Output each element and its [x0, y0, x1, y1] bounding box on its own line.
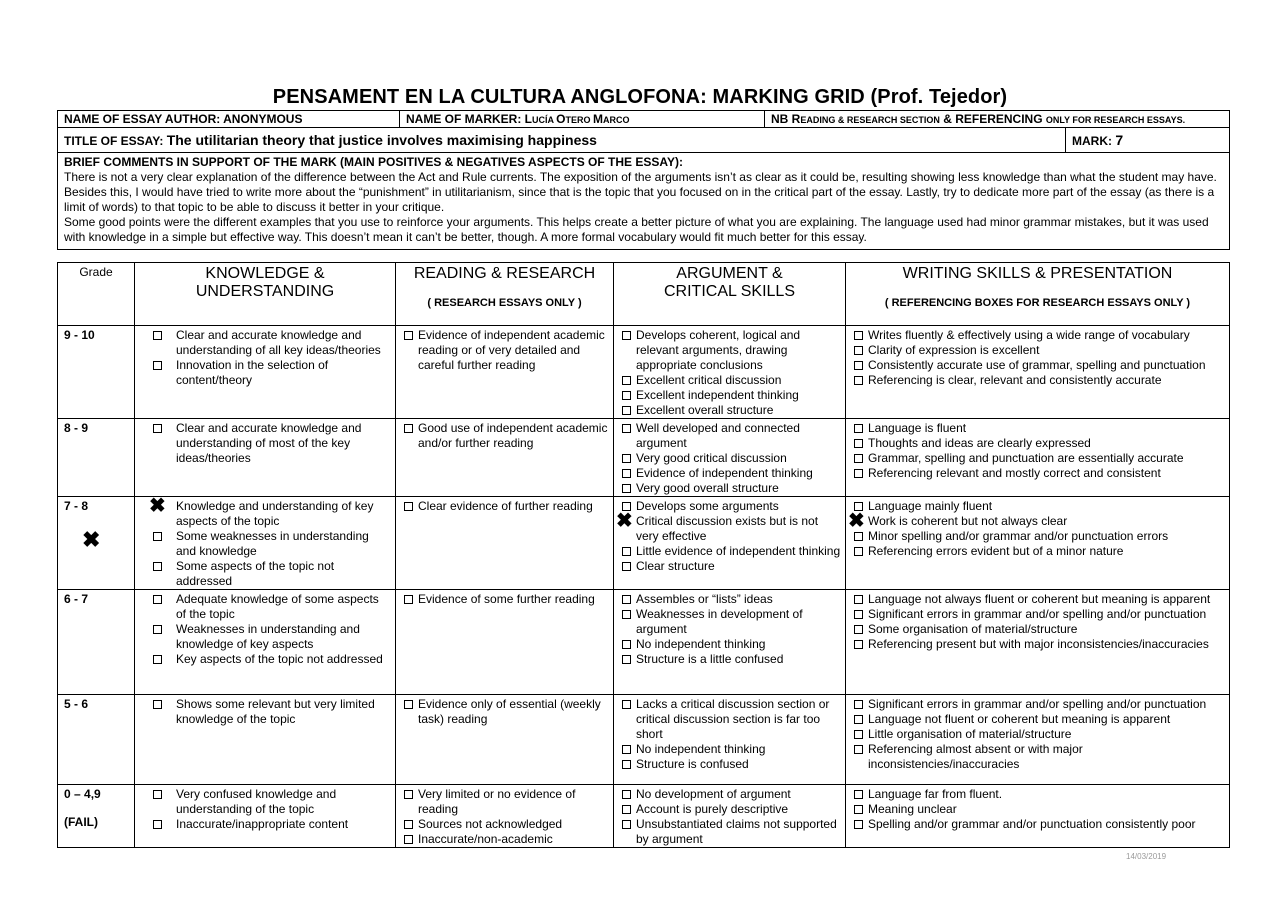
grade-range: 7 - 8 [64, 499, 89, 513]
criterion-text: Consistently accurate use of grammar, spelling and punctuation [868, 358, 1206, 372]
criterion-text: Inaccurate/non-academic [418, 832, 553, 846]
criterion-text: Language mainly fluent [868, 499, 993, 513]
criterion-item [618, 592, 841, 607]
criterion-text: Minor spelling and/or grammar and/or punctuation errors [868, 529, 1169, 543]
checkbox-icon [854, 469, 863, 478]
grid-row [58, 497, 1230, 590]
criterion-item [400, 421, 609, 451]
c4-cell [846, 497, 1230, 590]
checkbox-icon [153, 655, 162, 664]
c3-cell [614, 785, 846, 848]
c4-cell [846, 419, 1230, 497]
writing-header: WRITING SKILLS & PRESENTATION ( REFERENCING BOXES FOR RESEARCH ESSAYS ONLY ) [846, 263, 1230, 326]
criterion-item [618, 421, 841, 451]
c3-cell [614, 419, 846, 497]
header-row-comments [58, 153, 1230, 250]
checkbox-icon [854, 331, 863, 340]
criterion-text: Language is fluent [868, 421, 967, 435]
c4-cell [846, 785, 1230, 848]
criterion-text: Clarity of expression is excellent [868, 343, 1040, 357]
grade-cell [58, 695, 135, 785]
criterion-text: Work is coherent but not always clear [868, 514, 1068, 528]
criterion-item [850, 727, 1225, 742]
criterion-item [618, 787, 841, 802]
criterion-text: Clear evidence of further reading [418, 499, 593, 513]
checkbox-icon [404, 502, 413, 511]
criterion-item [850, 436, 1225, 451]
criterion-text: Significant errors in grammar and/or spelling and/or punctuation [868, 697, 1207, 711]
grid-row [58, 590, 1230, 695]
criterion-item [139, 421, 391, 466]
checkbox-icon [622, 700, 631, 709]
grade-cell [58, 590, 135, 695]
page-title: PENSAMENT EN LA CULTURA ANGLOFONA: MARKING GRID (Prof. Tejedor) [272, 86, 1008, 108]
mark-label: MARK: [1072, 134, 1112, 148]
checkbox-icon [854, 745, 863, 754]
criterion-text: Sources not acknowledged [418, 817, 563, 831]
criterion-item [850, 451, 1225, 466]
checkbox-icon [153, 532, 162, 541]
criterion-item [850, 802, 1225, 817]
grid-row [58, 695, 1230, 785]
c1-cell [135, 419, 396, 497]
comments-cell [58, 153, 1230, 250]
criterion-text: No development of argument [636, 787, 791, 801]
footer-date: 14/03/2019 [1126, 852, 1167, 861]
c4-cell [846, 326, 1230, 419]
criterion-text: Inaccurate/inappropriate content [176, 817, 349, 831]
checkbox-icon [622, 760, 631, 769]
checkbox-icon [854, 820, 863, 829]
criterion-item [400, 499, 609, 514]
criterion-text: Develops coherent, logical and relevant arguments, drawing appropriate conclusions [636, 328, 801, 372]
reading-header: READING & RESEARCH ( RESEARCH ESSAYS ONLY ) [396, 263, 614, 326]
criterion-item [139, 328, 391, 358]
criterion-item [850, 697, 1225, 712]
criterion-text: Weaknesses in understanding and knowledge of key aspects [176, 622, 360, 651]
criterion-text: Clear structure [636, 559, 715, 573]
criterion-item [618, 817, 841, 847]
criterion-text: Key aspects of the topic not addressed [176, 652, 383, 666]
checkbox-icon [153, 331, 162, 340]
checkbox-icon [622, 610, 631, 619]
criterion-item [850, 499, 1225, 514]
criterion-item [618, 544, 841, 559]
criterion-item [850, 421, 1225, 436]
grade-cell [58, 497, 135, 590]
checkbox-icon [854, 439, 863, 448]
criterion-text: Language not always fluent or coherent but meaning is apparent [868, 592, 1211, 606]
grade-cell [58, 419, 135, 497]
checkbox-icon [622, 745, 631, 754]
criterion-item [139, 697, 391, 727]
checkbox-icon [622, 640, 631, 649]
criterion-item [139, 817, 391, 832]
criterion-text: Referencing is clear, relevant and consistently accurate [868, 373, 1162, 387]
criterion-item [850, 817, 1225, 832]
essay-title-label: TITLE OF ESSAY: [64, 134, 164, 148]
criterion-text: Some organisation of material/structure [868, 622, 1078, 636]
criterion-text: Critical discussion exists but is not very effective [636, 514, 819, 543]
mark-value: 7 [1115, 132, 1124, 148]
grid-header-row [58, 263, 1230, 326]
checkbox-icon [404, 835, 413, 844]
grade-range: 0 – 4,9 [64, 787, 101, 801]
cross-mark-icon: ✖ [616, 510, 633, 532]
criterion-item [618, 652, 841, 667]
checkbox-icon [854, 610, 863, 619]
criterion-text: Little organisation of material/structure [868, 727, 1072, 741]
argument-header: ARGUMENT & CRITICAL SKILLS [614, 263, 846, 326]
criterion-text: Weaknesses in development of argument [636, 607, 803, 636]
marker-name: NAME OF MARKER: LUCÍA OTERO MARCO [400, 111, 765, 128]
criterion-text: Develops some arguments [636, 499, 779, 513]
criterion-item [850, 622, 1225, 637]
c3-cell [614, 326, 846, 419]
checkbox-icon [854, 715, 863, 724]
checkbox-icon [622, 790, 631, 799]
criterion-text: Lacks a critical discussion section or critical discussion section is far too short [636, 697, 830, 741]
header-row-title [58, 128, 1230, 153]
criterion-text: Innovation in the selection of content/theory [176, 358, 329, 387]
grade-range: 9 - 10 [64, 328, 95, 342]
criterion-item [850, 742, 1225, 772]
checkbox-icon [404, 790, 413, 799]
criterion-item [616, 510, 841, 544]
checkbox-icon [622, 805, 631, 814]
criterion-item [850, 592, 1225, 607]
criterion-item [618, 499, 841, 514]
checkbox-icon [854, 454, 863, 463]
checkbox-icon [854, 361, 863, 370]
criterion-text: Very good critical discussion [636, 451, 787, 465]
checkbox-icon [854, 730, 863, 739]
criterion-text: Adequate knowledge of some aspects of the topic [176, 592, 379, 621]
cross-mark-icon: ✖ [848, 510, 865, 532]
checkbox-icon [854, 700, 863, 709]
criterion-item [850, 607, 1225, 622]
criterion-item [850, 373, 1225, 388]
checkbox-icon [622, 655, 631, 664]
criterion-item [139, 622, 391, 652]
c2-cell [396, 695, 614, 785]
criterion-text: Some weaknesses in understanding and knowledge [176, 529, 369, 558]
grade-fail-label: (FAIL) [64, 815, 98, 829]
author-name: NAME OF ESSAY AUTHOR: ANONYMOUS [58, 111, 400, 128]
checkbox-icon [622, 595, 631, 604]
criterion-item [618, 328, 841, 373]
nb-note: NB READING & RESEARCH SECTION & REFERENCING ONLY FOR RESEARCH ESSAYS. [765, 111, 1230, 128]
checkbox-icon [153, 625, 162, 634]
checkbox-icon [854, 640, 863, 649]
c3-cell [614, 695, 846, 785]
criterion-text: Account is purely descriptive [636, 802, 789, 816]
comments-heading: BRIEF COMMENTS IN SUPPORT OF THE MARK (MAIN POSITIVES & NEGATIVES ASPECTS OF THE ESSAY): [64, 155, 683, 169]
checkbox-icon [153, 820, 162, 829]
criterion-item [618, 559, 841, 574]
c3-cell [614, 497, 846, 590]
criterion-text: No independent thinking [636, 637, 766, 651]
grade-range: 5 - 6 [64, 697, 89, 711]
checkbox-icon [854, 532, 863, 541]
c2-cell [396, 497, 614, 590]
c1-cell [135, 497, 396, 590]
criterion-text: Excellent critical discussion [636, 373, 782, 387]
criterion-text: Language not fluent or coherent but meaning is apparent [868, 712, 1171, 726]
checkbox-icon [622, 376, 631, 385]
criterion-item [618, 403, 841, 418]
criterion-text: Structure is a little confused [636, 652, 784, 666]
criterion-item [618, 466, 841, 481]
checkbox-icon [404, 331, 413, 340]
criterion-text: Evidence of some further reading [418, 592, 595, 606]
grade-cell [58, 326, 135, 419]
grade-range: 8 - 9 [64, 421, 89, 435]
criterion-item [618, 637, 841, 652]
grid-row [58, 326, 1230, 419]
criterion-text: Shows some relevant but very limited knowledge of the topic [176, 697, 375, 726]
c1-cell [135, 785, 396, 848]
criterion-text: Very limited or no evidence of reading [418, 787, 576, 816]
checkbox-icon [622, 454, 631, 463]
checkbox-icon [153, 595, 162, 604]
criterion-item [850, 712, 1225, 727]
checkbox-icon [854, 595, 863, 604]
criterion-text: Evidence of independent academic reading or of very detailed and careful further reading [418, 328, 605, 372]
checkbox-icon [622, 469, 631, 478]
checkbox-icon [153, 424, 162, 433]
checkbox-icon [153, 790, 162, 799]
checkbox-icon [404, 595, 413, 604]
criterion-item [139, 495, 391, 529]
criterion-item [400, 817, 609, 832]
criterion-item [139, 559, 391, 589]
criterion-text: Very good overall structure [636, 481, 779, 495]
criterion-item [400, 697, 609, 727]
checkbox-icon [404, 700, 413, 709]
criterion-item [139, 592, 391, 622]
criterion-text: Evidence of independent thinking [636, 466, 813, 480]
criterion-text: Assembles or “lists” ideas [636, 592, 773, 606]
criterion-item [400, 832, 609, 847]
checkbox-icon [622, 562, 631, 571]
checkbox-icon [854, 625, 863, 634]
criterion-item [850, 544, 1225, 559]
c1-cell [135, 326, 396, 419]
criterion-text: Structure is confused [636, 757, 749, 771]
criterion-item [848, 510, 1225, 532]
grade-range: 6 - 7 [64, 592, 89, 606]
criterion-item [139, 652, 391, 667]
criterion-item [618, 481, 841, 496]
checkbox-icon [622, 820, 631, 829]
criterion-text: Knowledge and understanding of key aspects of the topic [176, 499, 374, 528]
c1-cell [135, 695, 396, 785]
criterion-text: Referencing present but with major inconsistencies/inaccuracies [868, 637, 1209, 651]
criterion-item [618, 757, 841, 772]
grade-selected-x-icon: ✖ [82, 527, 101, 552]
header-row-names [58, 111, 1230, 128]
checkbox-icon [153, 700, 162, 709]
checkbox-icon [153, 361, 162, 370]
criterion-text: Writes fluently & effectively using a wide range of vocabulary [868, 328, 1190, 342]
grid-row [58, 419, 1230, 497]
criterion-item [618, 373, 841, 388]
mark-cell [1066, 128, 1230, 153]
criterion-item [618, 742, 841, 757]
checkbox-icon [854, 790, 863, 799]
criterion-item [139, 787, 391, 817]
checkbox-icon [622, 424, 631, 433]
comments-paragraph-1: There is not a very clear explanation of the difference between the Act and Rule currents. The exposition of the arguments isn’t as clear as it could be, resulting showing less knowledge than what the student may have. Besides this, I would have tried to write more about the “punishment” in utilitarianism, since that is the topic that you focused on in the critical part of the essay. Lastly, try to dedicate more part of the essay (as there is a limit of words) to that topic to be able to discuss it better in your critique. [64, 170, 1217, 214]
grade-cell [58, 785, 135, 848]
criterion-text: Meaning unclear [868, 802, 957, 816]
criterion-item [618, 388, 841, 403]
criterion-item [618, 607, 841, 637]
c1-cell [135, 590, 396, 695]
cross-mark-icon: ✖ [149, 495, 166, 517]
criterion-text: Unsubstantiated claims not supported by argument [636, 817, 837, 846]
c2-cell [396, 326, 614, 419]
criterion-text: Very confused knowledge and understanding of the topic [176, 787, 337, 816]
criterion-text: Language far from fluent. [868, 787, 1003, 801]
c2-cell [396, 419, 614, 497]
essay-title: The utilitarian theory that justice involves maximising happiness [166, 132, 597, 148]
checkbox-icon [153, 562, 162, 571]
c2-cell [396, 590, 614, 695]
criterion-item [850, 466, 1225, 481]
criterion-item [850, 328, 1225, 343]
grade-header: Grade [58, 263, 135, 326]
header-table [57, 110, 1230, 250]
criterion-text: Little evidence of independent thinking [636, 544, 841, 558]
checkbox-icon [854, 346, 863, 355]
c4-cell [846, 695, 1230, 785]
grid-row [58, 785, 1230, 848]
criterion-text: Referencing relevant and mostly correct and consistent [868, 466, 1161, 480]
criterion-item [400, 328, 609, 373]
checkbox-icon [622, 391, 631, 400]
criterion-item [618, 802, 841, 817]
checkbox-icon [622, 331, 631, 340]
marking-grid [57, 262, 1230, 848]
criterion-text: Significant errors in grammar and/or spelling and/or punctuation [868, 607, 1207, 621]
essay-title-cell [58, 128, 1066, 153]
criterion-text: Thoughts and ideas are clearly expressed [868, 436, 1091, 450]
criterion-text: Excellent independent thinking [636, 388, 799, 402]
checkbox-icon [622, 484, 631, 493]
criterion-text: Spelling and/or grammar and/or punctuation consistently poor [868, 817, 1196, 831]
criterion-item [400, 592, 609, 607]
criterion-text: Referencing almost absent or with major inconsistencies/inaccuracies [868, 742, 1083, 771]
criterion-text: Well developed and connected argument [636, 421, 800, 450]
checkbox-icon [404, 820, 413, 829]
criterion-text: Some aspects of the topic not addressed [176, 559, 335, 588]
criterion-item [850, 529, 1225, 544]
checkbox-icon [854, 376, 863, 385]
criterion-text: Evidence only of essential (weekly task) reading [418, 697, 601, 726]
criterion-item [850, 358, 1225, 373]
c4-cell [846, 590, 1230, 695]
checkbox-icon [622, 406, 631, 415]
criterion-text: Excellent overall structure [636, 403, 774, 417]
c3-cell [614, 590, 846, 695]
checkbox-icon [854, 805, 863, 814]
criterion-text: Clear and accurate knowledge and understanding of all key ideas/theories [176, 328, 381, 357]
criterion-item [850, 343, 1225, 358]
criterion-text: Clear and accurate knowledge and understanding of most of the key ideas/theories [176, 421, 362, 465]
criterion-text: Good use of independent academic and/or further reading [418, 421, 608, 450]
criterion-item [139, 529, 391, 559]
checkbox-icon [854, 424, 863, 433]
checkbox-icon [622, 547, 631, 556]
criterion-item [618, 451, 841, 466]
criterion-text: Grammar, spelling and punctuation are essentially accurate [868, 451, 1184, 465]
checkbox-icon [404, 424, 413, 433]
criterion-item [618, 697, 841, 742]
comments-paragraph-2: Some good points were the different examples that you use to reinforce your arguments. This helps create a better picture of what you are explaining. The language used had minor grammar mistakes, but it was used with knowledge in a simple but effective way. This doesn’t mean it can’t be better, though. A more formal vocabulary would fit much better for this essay. [64, 215, 1209, 244]
criterion-item [139, 358, 391, 388]
criterion-item [850, 637, 1225, 652]
c2-cell [396, 785, 614, 848]
checkbox-icon [854, 547, 863, 556]
knowledge-header: KNOWLEDGE & UNDERSTANDING [135, 263, 396, 326]
criterion-item [850, 787, 1225, 802]
criterion-text: No independent thinking [636, 742, 766, 756]
criterion-item [400, 787, 609, 817]
criterion-text: Referencing errors evident but of a minor nature [868, 544, 1124, 558]
